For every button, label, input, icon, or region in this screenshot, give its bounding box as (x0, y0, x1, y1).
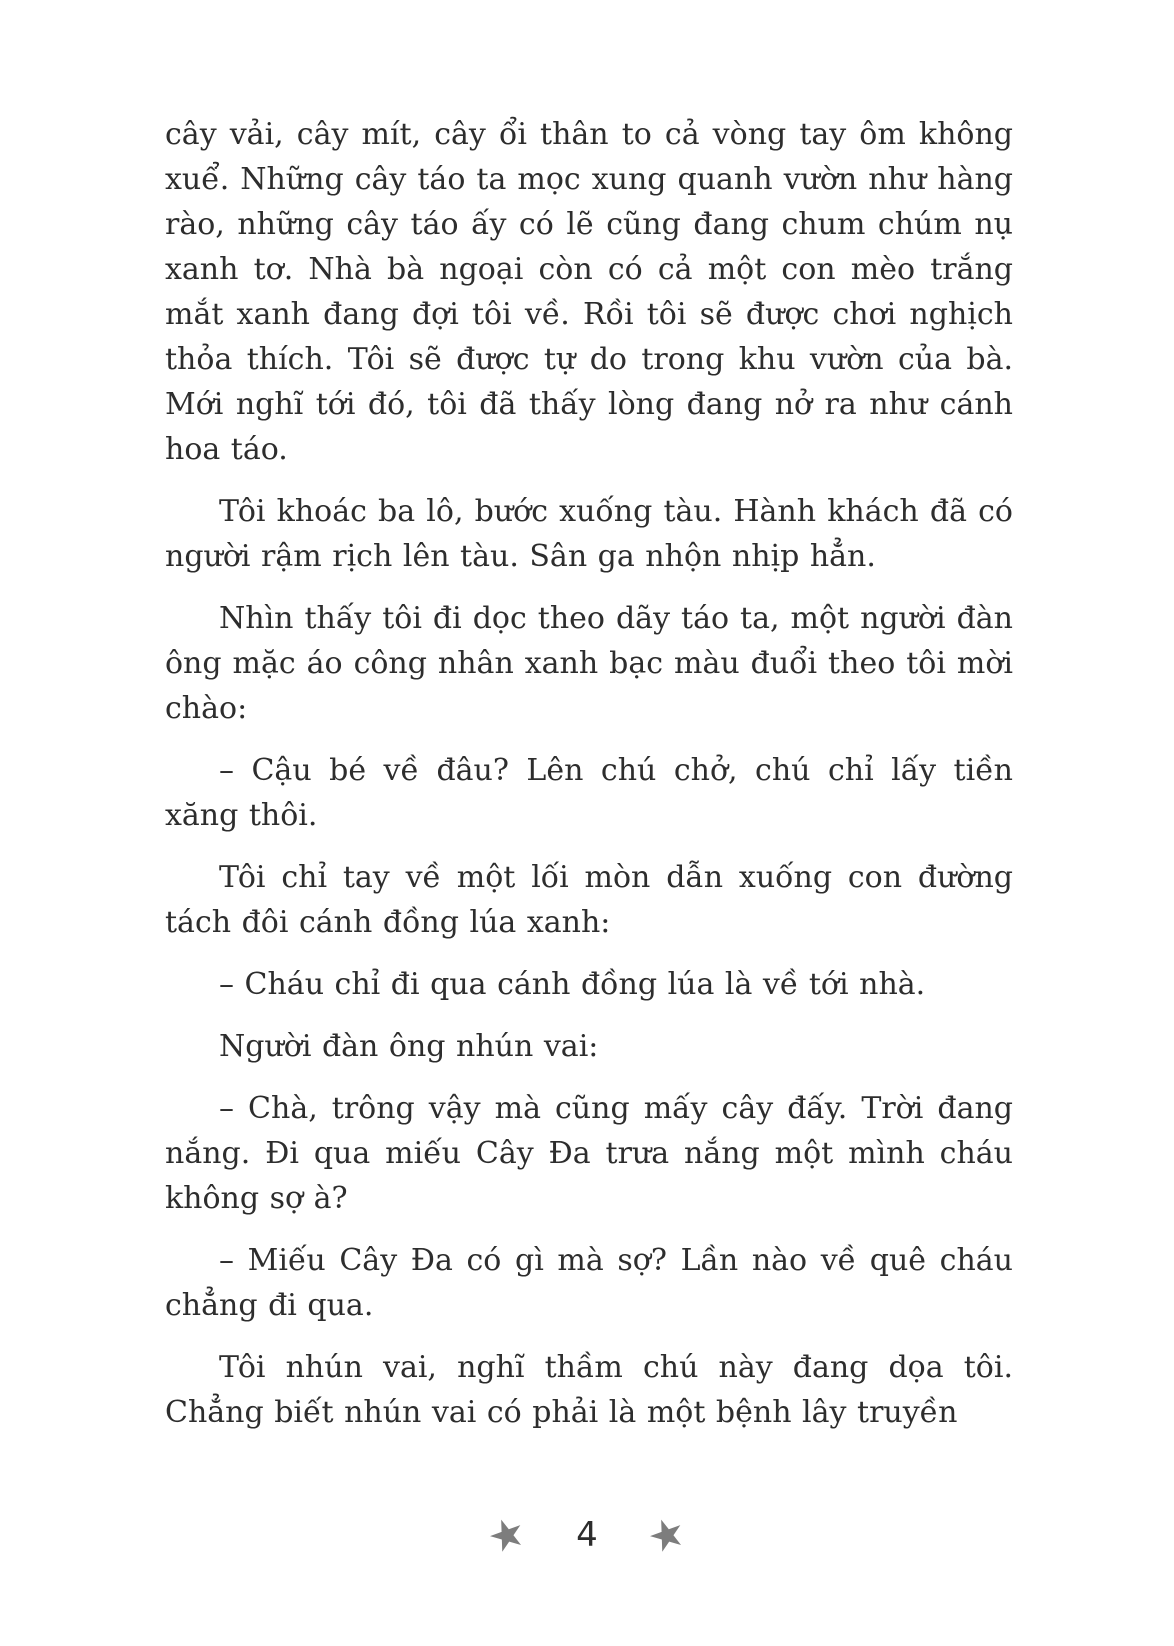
paragraph: Tôi nhún vai, nghĩ thầm chú này đang dọa tôi. Chẳng biết nhún vai có phải là một bệnh lây truyền (165, 1350, 1013, 1430)
paragraph: Tôi chỉ tay về một lối mòn dẫn xuống con đường tách đôi cánh đồng lúa xanh: (165, 860, 1013, 940)
paragraph: Người đàn ông nhún vai: (219, 1029, 599, 1064)
page-number: 4 (576, 1515, 598, 1555)
paragraph-dialogue: – Chà, trông vậy mà cũng mấy cây đấy. Trời đang nắng. Đi qua miếu Cây Đa trưa nắng một mình cháu không sợ à? (165, 1091, 1013, 1216)
page-text-block (165, 112, 1013, 1452)
paragraph: Tôi khoác ba lô, bước xuống tàu. Hành khách đã có người rậm rịch lên tàu. Sân ga nhộn nhịp hẳn. (165, 494, 1013, 574)
paragraph-dialogue: – Cậu bé về đâu? Lên chú chở, chú chỉ lấy tiền xăng thôi. (165, 753, 1013, 833)
star-icon: ★ (640, 1505, 693, 1564)
paragraph: Nhìn thấy tôi đi dọc theo dãy táo ta, một người đàn ông mặc áo công nhân xanh bạc màu đuổi theo tôi mời chào: (165, 601, 1013, 726)
star-icon: ★ (480, 1505, 534, 1564)
paragraph-dialogue: – Miếu Cây Đa có gì mà sợ? Lần nào về quê cháu chẳng đi qua. (165, 1243, 1013, 1323)
paragraph: cây vải, cây mít, cây ổi thân to cả vòng tay ôm không xuể. Những cây táo ta mọc xung quanh vườn như hàng rào, những cây táo ấy có lẽ cũng đang chum chúm nụ xanh tơ. Nhà bà ngoại còn có cả một con mèo trắng mắt xanh đang đợi tôi về. Rồi tôi sẽ được chơi nghịch thỏa thích. Tôi sẽ được tự do trong khu vườn của bà. Mới nghĩ tới đó, tôi đã thấy lòng đang nở ra như cánh hoa táo. (165, 117, 1013, 467)
page-footer (0, 1505, 1174, 1564)
paragraph-dialogue: – Cháu chỉ đi qua cánh đồng lúa là về tới nhà. (219, 967, 926, 1002)
